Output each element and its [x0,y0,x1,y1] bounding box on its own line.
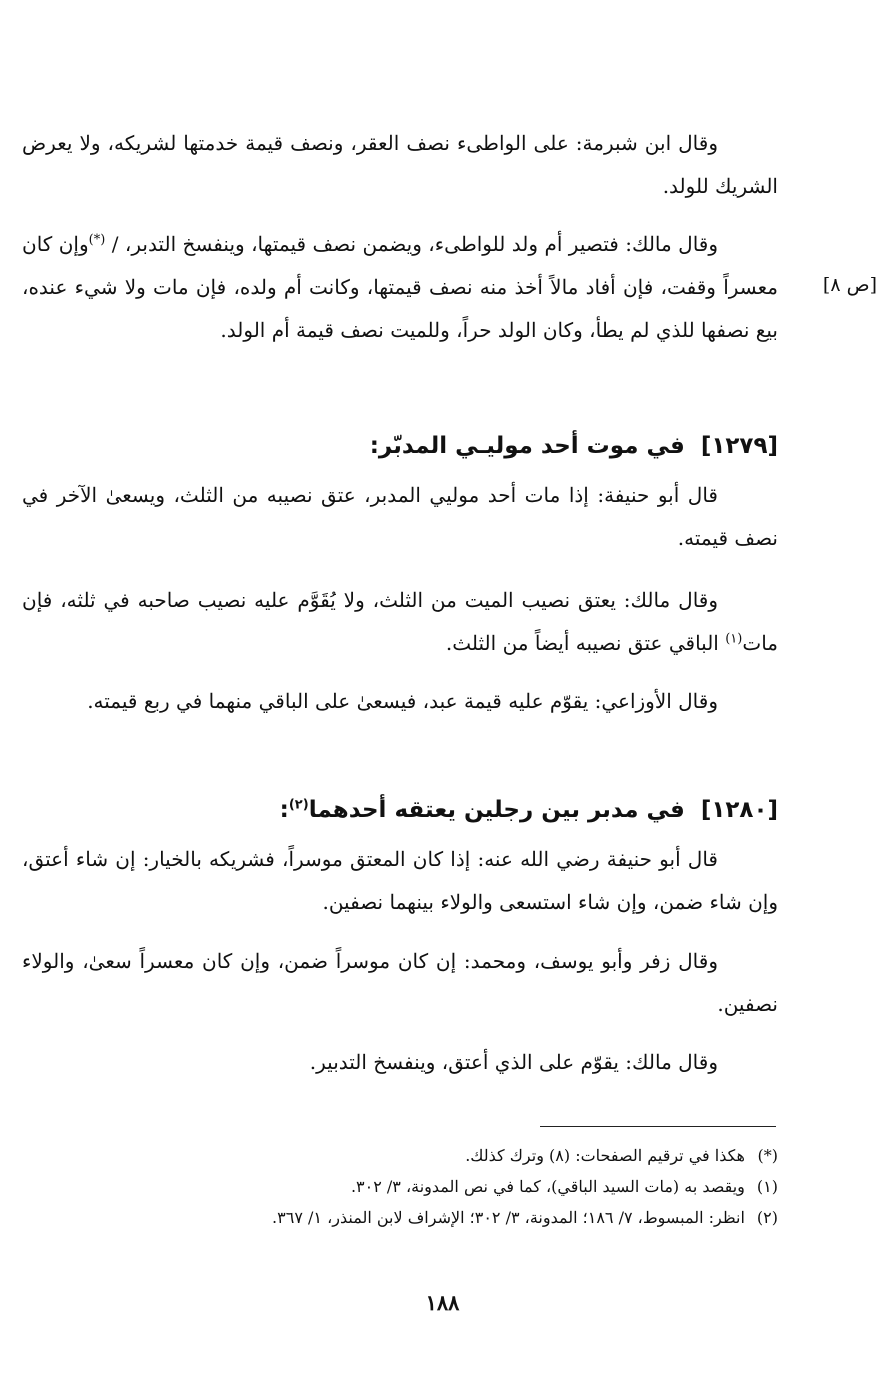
footnotes [30,1140,778,1233]
paragraph-text: قال أبو حنيفة: إذا مات أحد موليي المدبر، عتق نصيبه من الثلث، ويسعىٰ الآخر في نصف قيمته. [22,483,778,550]
page-number: ١٨٨ [425,1290,460,1315]
section-title: في مدبر بين رجلين يعتقه أحدهما [308,797,685,823]
paragraph-text: وقال مالك: يقوّم على الذي أعتق، وينفسخ التدبير. [309,1050,718,1074]
section-number: [١٢٧٩] [700,433,778,459]
footnote-marker-star[interactable]: (*) [88,232,106,248]
footnote-divider [540,1126,776,1127]
footnote-text: انظر: المبسوط، ٧/ ١٨٦؛ المدونة، ٣/ ٣٠٢؛ الإشراف لابن المنذر، ١/ ٣٦٧. [272,1208,745,1227]
paragraph-text: الباقي عتق نصيبه أيضاً من الثلث. [445,631,726,655]
paragraph-text: وقال مالك: يعتق نصيب الميت من الثلث، ولا يُقَوَّم عليه نصيب صاحبه في ثلثه، فإن مات [22,588,778,655]
paragraph-text: وقال زفر وأبو يوسف، ومحمد: إن كان موسراً ضمن، وإن كان معسراً سعىٰ، والولاء نصفين. [22,949,778,1016]
footnote-marker-2[interactable]: (٢) [288,797,309,813]
page-margin-note: [ص ٨] [822,274,877,296]
footnote-marker-1[interactable]: (١) [725,631,743,647]
paragraph-zufar [22,940,778,1026]
footnote-text: هكذا في ترقيم الصفحات: (٨) وترك كذلك. [465,1146,745,1165]
section-number: [١٢٨٠] [700,797,778,823]
paragraph-malik-1 [22,223,778,352]
paragraph-text: وقال مالك: فتصير أم ولد للواطىء، ويضمن نصف قيمتها، وينفسخ التدبر، / [105,232,719,256]
footnote-2 [30,1202,778,1233]
section-title-colon: : [279,797,289,823]
paragraph-text: وإن كان معسراً وقفت، فإن أفاد مالاً أخذ منه نصف قيمتها، وكانت أم ولده، فإن مات ولا شيء عنده، بيع نصفها للذي لم يطأ، وكان الولد حراً، وللميت نصف قيمة أم الولد. [22,232,778,342]
footnote-mark: (*) [757,1146,778,1165]
section-heading-1280 [22,788,778,832]
paragraph-text: قال أبو حنيفة رضي الله عنه: إذا كان المعتق موسراً، فشريكه بالخيار: إن شاء أعتق، وإن شاء ضمن، وإن شاء استسعى والولاء بينهما نصفين. [22,847,778,914]
paragraph-awzai [22,680,778,723]
paragraph-malik-3 [22,1041,778,1084]
paragraph-abu-hanifa-1 [22,474,778,560]
footnote-1 [30,1171,778,1202]
paragraph-malik-2 [22,579,778,665]
footnote-star [30,1140,778,1171]
paragraph-text: وقال ابن شبرمة: على الواطىء نصف العقر، ونصف قيمة خدمتها لشريكه، ولا يعرض الشريك للولد. [22,131,778,198]
paragraph-text: وقال الأوزاعي: يقوّم عليه قيمة عبد، فيسعىٰ على الباقي منهما في ربع قيمته. [87,689,718,713]
paragraph-abu-hanifa-2 [22,838,778,924]
section-heading-1279 [22,424,778,468]
paragraph-ibn-shubruma [22,122,778,208]
footnote-mark: (٢) [756,1208,778,1227]
footnote-text: ويقصد به (مات السيد الباقي)، كما في نص المدونة، ٣/ ٣٠٢. [350,1177,745,1196]
section-title: في موت أحد موليـي المدبّر: [369,433,685,459]
footnote-mark: (١) [756,1177,778,1196]
